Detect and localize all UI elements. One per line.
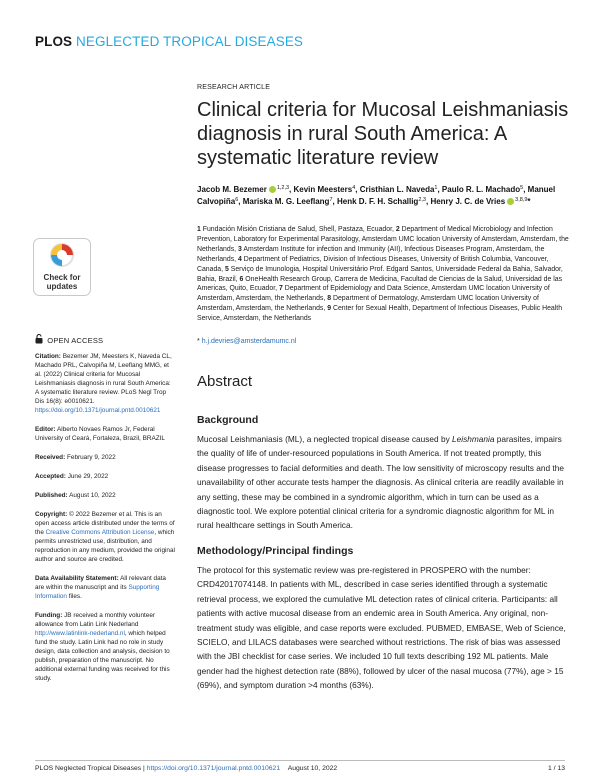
page-footer [35,765,565,772]
footer-divider [35,760,565,761]
affiliation-list [197,225,572,324]
open-lock-icon [35,334,43,344]
author-name: Henk D. F. H. Schallig [336,197,419,206]
background-italic-term: Leishmania [452,434,495,444]
affiliation-text: Serviço de Imunologia, Hospital Universitário Prof. Edgard Santos, Universidade Federal da Bahia, Salvador, Bahia, Brazil, [197,265,563,283]
author-separator: , [437,185,442,194]
published-block [35,491,175,500]
citation-doi-link[interactable]: https://doi.org/10.1371/journal.pntd.0010621 [35,407,161,414]
affiliation-text: Department of Medical Microbiology and Infection Prevention, Laboratory for Experimental Parasitology, Amsterdam UMC location University of Amsterdam, Amsterdam, the Netherlands, [197,226,569,253]
published-label: Published: [35,492,68,499]
citation-label: Citation: [35,353,61,360]
page-number: 1 / 13 [547,765,565,772]
author-list [197,183,567,207]
article-title: Clinical criteria for Mucosal Leishmaniasis diagnosis in rural South America: A systematic literature review [197,99,569,169]
editor-label: Editor: [35,426,56,433]
author-separator: , [425,197,431,206]
background-text-post: parasites, impairs the quality of life of under-resourced populations in South America. If not treated promptly, this disease progresses to facial deformities and death. The low sensitivity of microscopy results and the unavailability of other accurate tests hamper the diagnosis. As clinical criteria are readily available in any setting, these may be combined in a syndromic algorithm, which in turn can be used as a diagnostic tool. We explore potential clinical criteria for a syndromic diagnostic algorithm for ML in rural healthcare settings in South America. [197,434,564,531]
methodology-heading: Methodology/Principal findings [197,545,354,557]
article-type: RESEARCH ARTICLE [197,84,271,91]
journal-name: NEGLECTED TROPICAL DISEASES [76,34,304,49]
author-affiliation-ref: 7 [329,197,333,203]
journal-header [35,34,303,49]
funding-text-1: JB received a monthly volunteer allowance from Latin Link Nederland [35,612,156,628]
check-for-updates-icon [33,238,91,296]
funding-text-2: , which helped fund the study. Latin Link had no role in study design, data collection and analysis, decision to publish, preparation of the manuscript. No additional external funding was received for this study. [35,630,170,682]
author-name: Paulo R. L. Machado [441,185,521,194]
author-affiliation-ref: 2,3 [418,197,426,203]
received-label: Received: [35,454,66,461]
affiliation-number: 9 [327,305,332,313]
background-text-pre: Mucosal Leishmaniasis (ML), a neglected tropical disease caused by [197,434,453,444]
accepted-date: June 29, 2022 [67,473,109,480]
citation-block [35,352,175,415]
data-availability-label: Data Availability Statement: [35,575,119,582]
affiliation-number: 1 [197,226,201,233]
affiliation-text: Department of Pediatrics, Division of Infectious Diseases, University of British Columbia, Vancouver, Canada, [197,255,549,273]
data-availability-block [35,574,175,601]
received-date: February 9, 2022 [66,454,116,461]
license-link[interactable]: Creative Commons Attribution License [45,529,155,536]
open-access-label [35,334,103,345]
author-name: Kevin Meesters [293,185,353,194]
copyright-block [35,510,175,564]
footer-date: August 10, 2022 [287,765,338,772]
data-availability-text-1: All relevant data are within the manuscript and its [35,575,166,591]
author-separator: , [523,185,528,194]
affiliation-text: Center for Sexual Health, Department of Infectious Diseases, Public Health Service, Amsterdam, the Netherlands [197,305,563,323]
affiliation-number: 8 [327,295,332,303]
methodology-paragraph: The protocol for this systematic review was pre-registered in PROSPERO with the number: CRD42017074148. In patients with ML, described in case series identified through a systematic retrieval process, we explored the cumulative ML detection rates of clinical criteria. Participants: all patients with active mucosal disease from an endemic area in South America. Any original, non-treatment study was eligible, and case reports were excluded. PUBMED, EMBASE, Web of Science, SCIELO, and LILACS databases were searched without restrictions. The risk of bias was assessed with the JBI checklist for case series. We included 10 full texts describing 192 ML patients. Male gender had the highest detection rate (88%), followed by ulcer of the nasal mucosa (77%), age > 15 (69%), and symptom duration >4 months (63%). [197,565,566,691]
author-separator: , [289,185,294,194]
background-heading: Background [197,414,259,426]
affiliation-text: Amsterdam Institute for infection and Immunity (AII), Infectious Diseases Program, Amsterdam, the Netherlands, [197,245,545,263]
author-affiliation-ref: 1 [434,185,438,191]
author-name: Manuel Calvopiña [197,185,556,206]
affiliation-number: 4 [238,255,242,263]
affiliation-number: 3 [238,245,242,253]
author-name: Cristhian L. Naveda [359,185,435,194]
article-metadata-sidebar [35,352,175,693]
correspondence [197,338,296,345]
affiliation-text: Department of Dermatology, Amsterdam UMC location University of Amsterdam, Amsterdam, the Netherlands, [197,295,539,313]
author-separator: , [355,185,360,194]
open-access-text: OPEN ACCESS [47,336,104,345]
author-affiliation-ref: 3,8,9 [515,197,528,203]
affiliation-number: 6 [239,275,244,283]
funding-link[interactable]: http://www.latinlink-nederland.nl [35,630,125,637]
affiliation-text: OneHealth Research Group, Carrera de Medicina, Facultad de Ciencias de la Salud, Universidad de las Americas, Quito, Ecuador, [197,275,563,293]
accepted-block [35,472,175,481]
author-affiliation-ref: 1,2,3 [276,185,290,191]
data-availability-text-2: files. [68,593,82,600]
affiliation-text: Fundación Misión Cristiana de Salud, Shell, Pastaza, Ecuador, [202,226,394,233]
author-affiliation-ref: 5 [520,185,524,191]
copyright-label: Copyright: [35,511,68,518]
editor-text: Alberto Novaes Ramos Jr, Federal University of Ceará, Fortaleza, Brazil, BRAZIL [35,426,165,442]
background-paragraph [197,432,569,533]
author-separator: , [332,197,337,206]
affiliation-number: 5 [224,265,229,273]
author-affiliation-ref: 6 [235,197,239,203]
funding-block [35,611,175,683]
correspondence-email-link[interactable]: h.j.devries@amsterdamumc.nl [201,338,297,345]
author-name: Henry J. C. de Vries [430,197,506,206]
orcid-icon[interactable] [507,198,514,205]
received-block [35,453,175,462]
check-updates-line1: Check for [43,273,81,282]
published-date: August 10, 2022 [69,492,116,499]
funding-label: Funding: [35,612,63,619]
affiliation-text: Department of Epidemiology and Data Science, Amsterdam UMC location University of Amsterdam, Amsterdam, the Netherlands, [197,285,550,303]
accepted-label: Accepted: [35,473,66,480]
abstract-heading: Abstract [197,373,253,390]
editor-block [35,425,175,443]
author-name: Mariska M. G. Leeflang [242,197,330,206]
author-affiliation-ref: 4 [352,185,356,191]
copyright-text-2: , which permits unrestricted use, distribution, and reproduction in any medium, provided the original author and source are credited. [35,529,175,563]
correspondence-marker: * [197,338,200,345]
author-separator: , [238,197,243,206]
supporting-information-link[interactable]: Supporting Information [35,584,160,600]
footer-journal: PLOS Neglected Tropical Diseases [35,765,142,772]
author-name: Jacob M. Bezemer [197,185,267,194]
footer-separator: | [141,765,147,772]
check-updates-line2: updates [46,282,78,291]
affiliation-number: 7 [278,285,283,293]
footer-doi-link[interactable]: https://doi.org/10.1371/journal.pntd.0010621 [146,765,281,772]
journal-brand: PLOS [35,34,73,49]
affiliation-number: 2 [395,226,400,233]
check-for-updates-badge[interactable] [33,238,91,296]
copyright-text-1: © 2022 Bezemer et al. This is an open access article distributed under the terms of the [35,511,175,536]
orcid-icon[interactable] [269,186,276,193]
citation-text: Bezemer JM, Meesters K, Naveda CL, Machado PRL, Calvopiña M, Leeflang MMG, et al. (2022) Clinical criteria for Mucosal Leishmaniasis diagnosis in rural South America: A systematic literature review. PLoS Negl Trop Dis 16(8): e0010621. [35,353,172,405]
author-separator: * [527,197,531,206]
